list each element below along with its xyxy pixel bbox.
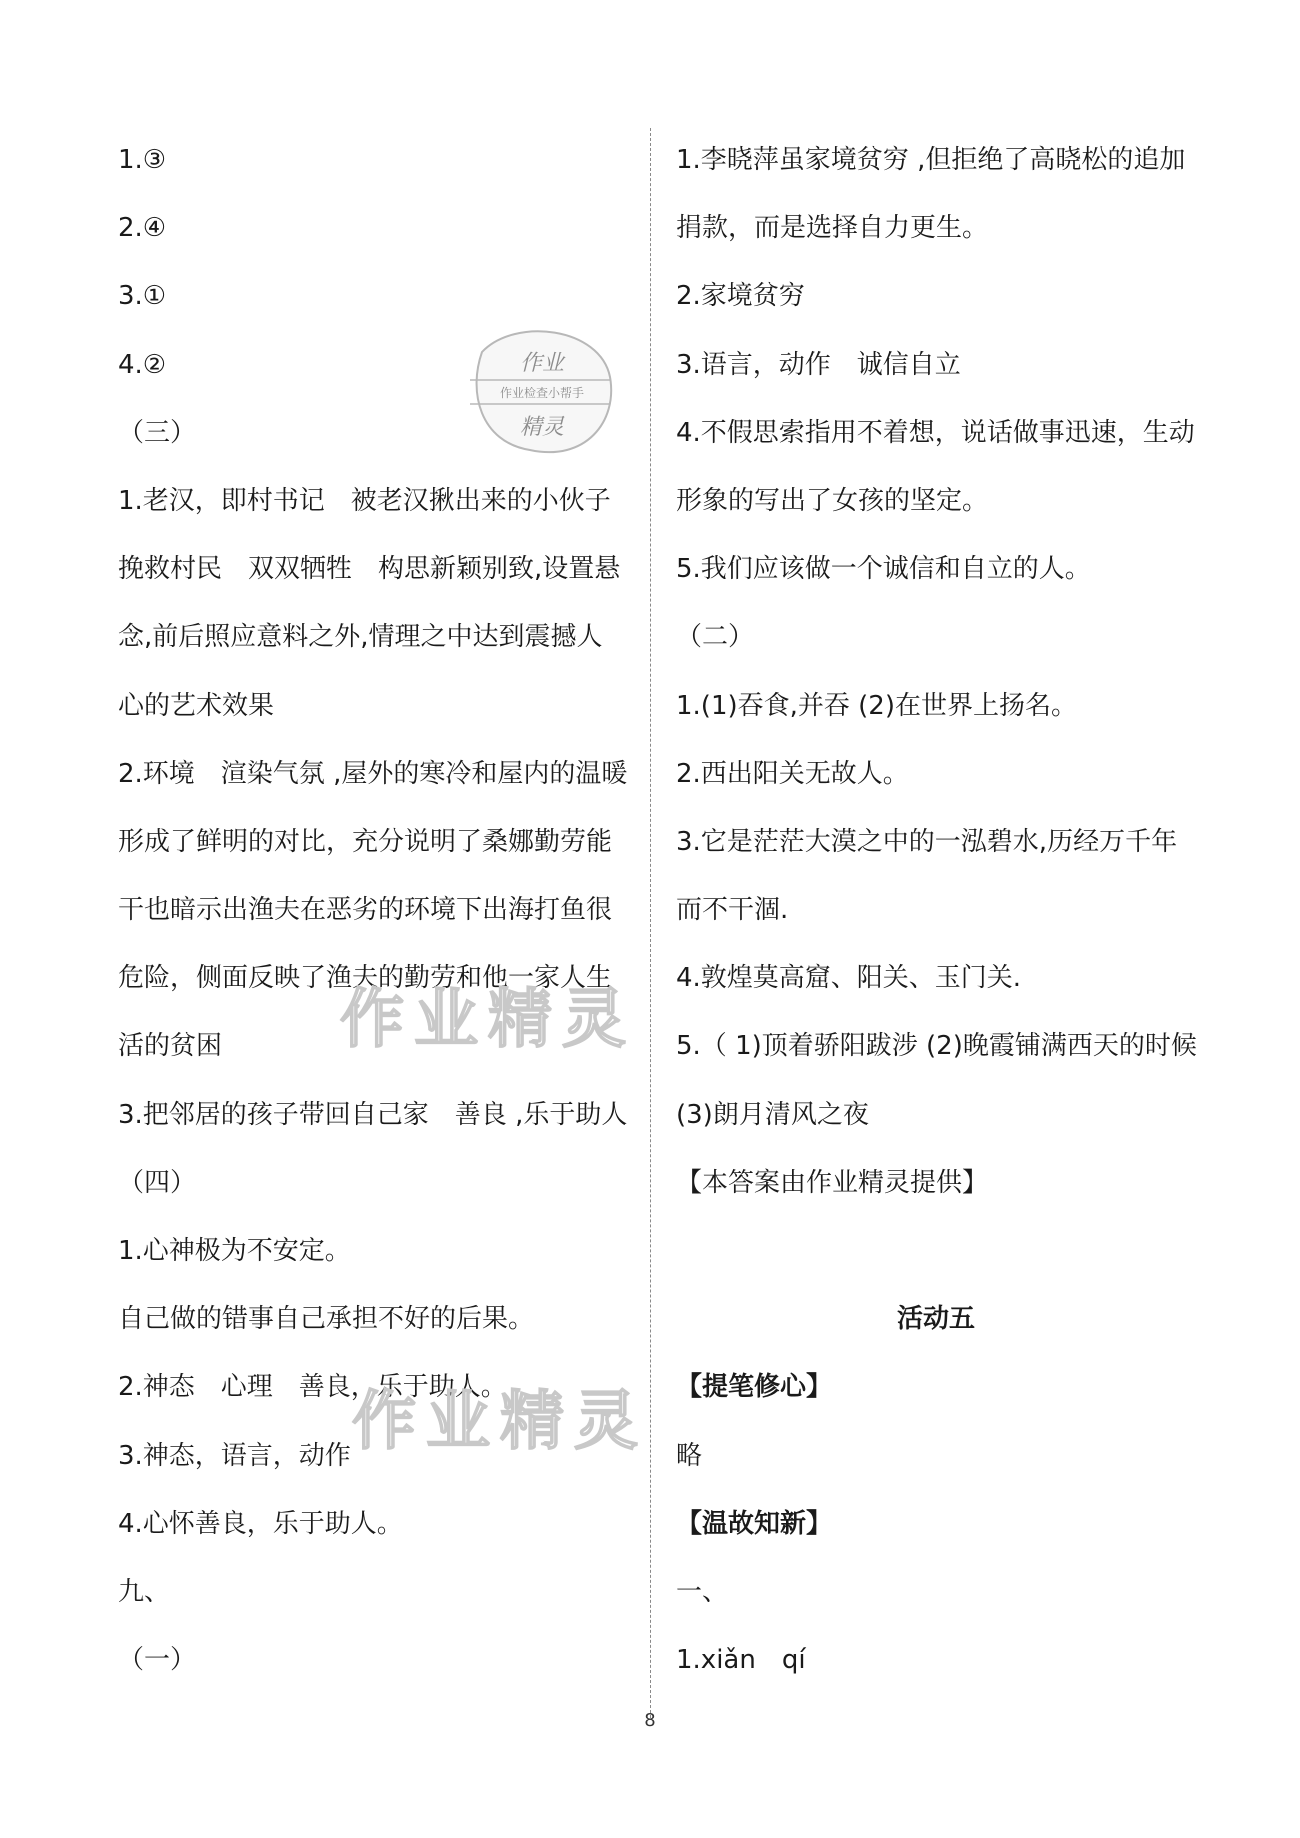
- answer-line: 1.心神极为不安定。: [118, 1236, 351, 1266]
- watermark: 作业精灵: [340, 983, 636, 1057]
- answer-line: 5.（ 1)顶着骄阳跋涉 (2)晚霞铺满西天的时候: [676, 1031, 1197, 1062]
- answer-line: 危险，侧面反映了渔夫的勤劳和他一家人生: [118, 963, 613, 994]
- blank-line: [676, 1231, 1196, 1299]
- section-heading: （二）: [676, 622, 755, 653]
- activity-title: 活动五: [896, 1304, 975, 1335]
- stamp-logo: [460, 322, 620, 462]
- answer-line: 略: [676, 1440, 703, 1471]
- answer-line: 心的艺术效果: [118, 690, 275, 721]
- section-heading: 九、: [118, 1576, 171, 1607]
- answer-line: 2.西出阳关无故人。: [676, 758, 909, 789]
- answer-line: (3)朗月清风之夜: [676, 1099, 869, 1130]
- answer-line: 形成了鲜明的对比，充分说明了桑娜勤劳能: [118, 826, 613, 857]
- answer-line: 3.语言，动作 诚信自立: [676, 349, 961, 380]
- answer-line: 1.老汉，即村书记 被老汉揪出来的小伙子: [118, 485, 611, 516]
- answer-line: 4.心怀善良，乐于助人。: [118, 1508, 403, 1539]
- answer-line: 1.xiǎn qí: [676, 1645, 806, 1676]
- section-heading: （三）: [118, 417, 197, 448]
- answer-line: 形象的写出了女孩的坚定。: [676, 485, 989, 516]
- answer-line: 3.神态，语言，动作: [118, 1440, 351, 1471]
- answer-line: 3.①: [118, 281, 167, 312]
- answer-line: 自己做的错事自己承担不好的后果。: [118, 1304, 535, 1335]
- watermark: 作业精灵: [352, 1385, 648, 1459]
- right-column: [676, 140, 1196, 1708]
- answer-line: 挽救村民 双双牺牲 构思新颖别致,设置悬: [118, 554, 621, 585]
- section-heading: 【提笔修心】: [676, 1372, 833, 1403]
- source-note: 【本答案由作业精灵提供】: [676, 1167, 989, 1198]
- answer-line: 4.②: [118, 349, 167, 380]
- answer-line: 活的贫困: [118, 1031, 223, 1062]
- answer-line: 干也暗示出渔夫在恶劣的环境下出海打鱼很: [118, 895, 613, 926]
- answer-line: 4.不假思索指用不着想，说话做事迅速，生动: [676, 417, 1195, 448]
- answer-line: 5.我们应该做一个诚信和自立的人。: [676, 554, 1091, 585]
- stamp-bottom-text: 精灵: [519, 415, 565, 440]
- answer-line: 2.环境 渲染气氛 ,屋外的寒冷和屋内的温暖: [118, 758, 628, 789]
- answer-line: 4.敦煌莫高窟、阳关、玉门关.: [676, 963, 1022, 994]
- page-number: 8: [644, 1710, 656, 1731]
- answer-line: 念,前后照应意料之外,情理之中达到震撼人: [118, 622, 603, 653]
- answer-line: 3.它是茫茫大漠之中的一泓碧水,历经万千年: [676, 826, 1178, 857]
- stamp-middle-text: 作业检查小帮手: [499, 386, 585, 400]
- section-heading: （四）: [118, 1167, 197, 1198]
- answer-line: 2.家境贫穷: [676, 281, 805, 312]
- answer-line: 1.李晓萍虽家境贫穷 ,但拒绝了高晓松的追加: [676, 145, 1186, 175]
- section-heading: 一、: [676, 1576, 729, 1607]
- answer-line: 2.④: [118, 213, 167, 244]
- answer-line: 1.(1)吞食,并吞 (2)在世界上扬名。: [676, 690, 1077, 721]
- answer-line: 1.③: [118, 145, 167, 175]
- section-heading: （一）: [118, 1645, 197, 1676]
- section-heading: 【温故知新】: [676, 1508, 833, 1539]
- answer-line: 2.神态 心理 善良，乐于助人。: [118, 1372, 507, 1403]
- answer-line: 而不干涸.: [676, 895, 789, 926]
- stamp-top-text: 作业: [519, 351, 565, 376]
- answer-line: 3.把邻居的孩子带回自己家 善良 ,乐于助人: [118, 1099, 628, 1130]
- answer-line: 捐款，而是选择自力更生。: [676, 213, 989, 244]
- column-divider: [650, 128, 651, 1718]
